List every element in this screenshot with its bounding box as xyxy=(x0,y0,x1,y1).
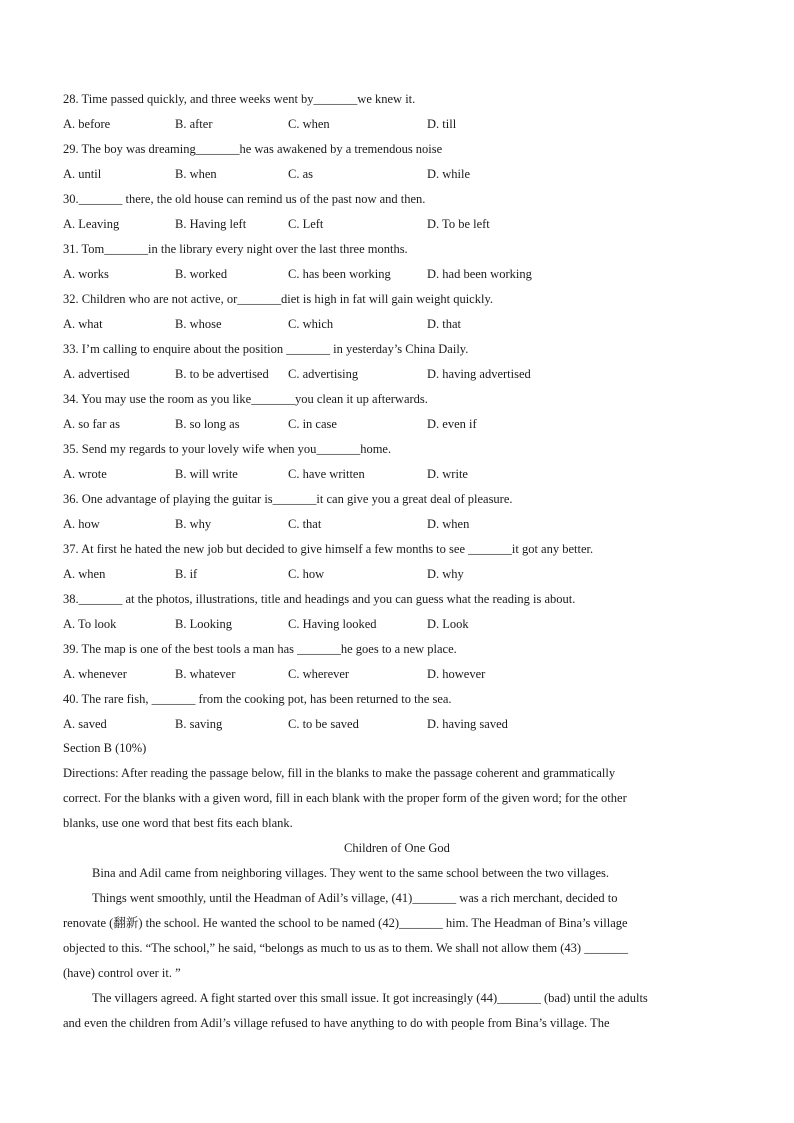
question-number: 38. xyxy=(63,592,79,606)
answer-options xyxy=(63,366,763,382)
question-stem xyxy=(63,541,593,557)
question-text-after: in yesterday’s China Daily. xyxy=(329,342,469,356)
answer-option-a[interactable]: A. what xyxy=(63,317,103,331)
answer-option-c[interactable]: C. which xyxy=(288,317,334,331)
question-number: 40. xyxy=(63,692,79,706)
question-text-before: I’m calling to enquire about the position xyxy=(81,342,287,356)
answer-option-d[interactable]: D. while xyxy=(427,167,471,181)
question-number: 31. xyxy=(63,242,79,256)
answer-option-b[interactable]: B. worked xyxy=(175,267,228,281)
answer-option-d[interactable]: D. Look xyxy=(427,617,469,631)
passage-line-5: (have) control over it. ” xyxy=(63,966,181,980)
answer-option-b[interactable]: B. Looking xyxy=(175,617,232,631)
answer-options xyxy=(63,166,763,182)
passage-title: Children of One God xyxy=(344,841,450,855)
answer-option-d[interactable]: D. why xyxy=(427,567,464,581)
question-text-before: At first he hated the new job but decided to give himself a few months to see xyxy=(81,542,469,556)
answer-options xyxy=(63,216,763,232)
question-text-after: at the photos, illustrations, title and headings and you can guess what the reading is about. xyxy=(122,592,576,606)
answer-options xyxy=(63,716,763,732)
answer-blank: _______ xyxy=(313,92,358,106)
answer-option-d[interactable]: D. till xyxy=(427,117,457,131)
answer-options xyxy=(63,616,763,632)
answer-option-c[interactable]: C. how xyxy=(288,567,325,581)
question-number: 39. xyxy=(63,642,79,656)
answer-option-d[interactable]: D. even if xyxy=(427,417,477,431)
passage-line-6: The villagers agreed. A fight started over this small issue. It got increasingly (44)_______ (bad) until the adults xyxy=(92,991,648,1005)
answer-option-b[interactable]: B. if xyxy=(175,567,198,581)
question-text-before: The boy was dreaming xyxy=(81,142,196,156)
answer-blank: _______ xyxy=(151,692,196,706)
answer-option-a[interactable]: A. saved xyxy=(63,717,107,731)
question-stem xyxy=(63,691,452,707)
question-stem xyxy=(63,641,457,657)
answer-blank: _______ xyxy=(316,442,361,456)
question-text-before: Time passed quickly, and three weeks went by xyxy=(81,92,314,106)
directions-line-2: correct. For the blanks with a given word, fill in each blank with the proper form of the given word; for the other xyxy=(63,791,627,805)
answer-option-c[interactable]: C. advertising xyxy=(288,367,359,381)
question-number: 32. xyxy=(63,292,79,306)
answer-option-b[interactable]: B. when xyxy=(175,167,217,181)
answer-option-d[interactable]: D. To be left xyxy=(427,217,490,231)
question-text-after: he goes to a new place. xyxy=(340,642,457,656)
answer-option-b[interactable]: B. saving xyxy=(175,717,223,731)
passage-line-3: renovate (翻新) the school. He wanted the school to be named (42)_______ him. The Headman of Bina’s village xyxy=(63,916,628,930)
question-text-before: Send my regards to your lovely wife when you xyxy=(81,442,317,456)
question-text-after: you clean it up afterwards. xyxy=(294,392,428,406)
answer-blank: _______ xyxy=(286,342,330,356)
question-text-before: Tom xyxy=(81,242,105,256)
answer-option-d[interactable]: D. having saved xyxy=(427,717,508,731)
answer-option-b[interactable]: B. after xyxy=(175,117,213,131)
question-text-after: diet is high in fat will gain weight quickly. xyxy=(281,292,494,306)
answer-options xyxy=(63,516,763,532)
answer-option-c[interactable]: C. Having looked xyxy=(288,617,377,631)
question-stem xyxy=(63,191,425,207)
answer-option-a[interactable]: A. works xyxy=(63,267,109,281)
answer-blank: _______ xyxy=(104,242,149,256)
answer-blank: _______ xyxy=(237,292,282,306)
answer-option-a[interactable]: A. whenever xyxy=(63,667,127,681)
passage-line-2: Things went smoothly, until the Headman of Adil’s village, (41)_______ was a rich merchant, decided to xyxy=(92,891,618,905)
passage-line-1: Bina and Adil came from neighboring villages. They went to the same school between the two villages. xyxy=(92,866,610,880)
answer-option-b[interactable]: B. whose xyxy=(175,317,222,331)
directions-line-3: blanks, use one word that best fits each blank. xyxy=(63,816,293,830)
question-number: 28. xyxy=(63,92,79,106)
answer-option-c[interactable]: C. has been working xyxy=(288,267,391,281)
question-text-after: home. xyxy=(360,442,392,456)
question-text-after: it got any better. xyxy=(511,542,594,556)
answer-option-c[interactable]: C. as xyxy=(288,167,313,181)
answer-option-a[interactable]: A. how xyxy=(63,517,100,531)
answer-options xyxy=(63,466,763,482)
question-text-before: One advantage of playing the guitar is xyxy=(81,492,273,506)
answer-option-d[interactable]: D. having advertised xyxy=(427,367,531,381)
answer-option-c[interactable]: C. have written xyxy=(288,467,365,481)
question-stem xyxy=(63,391,428,407)
answer-option-a[interactable]: A. advertised xyxy=(63,367,130,381)
answer-options xyxy=(63,666,763,682)
answer-option-a[interactable]: A. wrote xyxy=(63,467,107,481)
answer-option-b[interactable]: B. Having left xyxy=(175,217,247,231)
question-text-after: he was awakened by a tremendous noise xyxy=(239,142,443,156)
question-text-after: from the cooking pot, has been returned to the sea. xyxy=(195,692,452,706)
question-stem xyxy=(63,491,513,507)
answer-options xyxy=(63,266,763,282)
answer-blank: _______ xyxy=(468,542,512,556)
answer-option-d[interactable]: D. had been working xyxy=(427,267,532,281)
answer-options xyxy=(63,116,763,132)
answer-option-b[interactable]: B. whatever xyxy=(175,667,236,681)
question-number: 37. xyxy=(63,542,79,556)
question-stem xyxy=(63,291,493,307)
answer-option-a[interactable]: A. until xyxy=(63,167,102,181)
question-stem xyxy=(63,591,575,607)
answer-option-c[interactable]: C. that xyxy=(288,517,322,531)
question-stem xyxy=(63,91,415,107)
question-number: 36. xyxy=(63,492,79,506)
answer-option-c[interactable]: C. Left xyxy=(288,217,324,231)
answer-option-d[interactable]: D. when xyxy=(427,517,470,531)
answer-option-b[interactable]: B. why xyxy=(175,517,212,531)
passage-line-4: objected to this. “The school,” he said, “belongs as much to us as to them. We shall not allow them (43) _______ xyxy=(63,941,628,955)
answer-blank: _______ xyxy=(297,642,341,656)
section-heading: Section B (10%) xyxy=(63,741,147,755)
question-number: 30. xyxy=(63,192,79,206)
question-number: 34. xyxy=(63,392,79,406)
answer-option-d[interactable]: D. however xyxy=(427,667,486,681)
question-text-before: You may use the room as you like xyxy=(81,392,252,406)
question-stem xyxy=(63,241,408,257)
answer-option-a[interactable]: A. before xyxy=(63,117,111,131)
answer-blank: _______ xyxy=(78,592,123,606)
question-number: 29. xyxy=(63,142,79,156)
question-text-after: it can give you a great deal of pleasure. xyxy=(316,492,513,506)
question-text-after: in the library every night over the last three months. xyxy=(148,242,408,256)
answer-options xyxy=(63,566,763,582)
question-text-after: we knew it. xyxy=(357,92,416,106)
answer-options xyxy=(63,316,763,332)
answer-option-c[interactable]: C. when xyxy=(288,117,330,131)
answer-blank: _______ xyxy=(272,492,317,506)
question-text-before: Children who are not active, or xyxy=(81,292,238,306)
answer-option-d[interactable]: D. write xyxy=(427,467,468,481)
question-text-before: The map is one of the best tools a man has xyxy=(81,642,298,656)
directions-line-1: Directions: After reading the passage below, fill in the blanks to make the passage coherent and grammatically xyxy=(63,766,616,780)
answer-option-d[interactable]: D. that xyxy=(427,317,462,331)
answer-blank: _______ xyxy=(251,392,295,406)
answer-option-c[interactable]: C. wherever xyxy=(288,667,350,681)
answer-option-a[interactable]: A. To look xyxy=(63,617,117,631)
answer-blank: _______ xyxy=(78,192,123,206)
question-number: 35. xyxy=(63,442,79,456)
question-text-before: The rare fish, xyxy=(81,692,152,706)
answer-blank: _______ xyxy=(195,142,240,156)
answer-option-c[interactable]: C. to be saved xyxy=(288,717,359,731)
answer-option-b[interactable]: B. so long as xyxy=(175,417,240,431)
answer-option-b[interactable]: B. to be advertised xyxy=(175,367,269,381)
question-stem xyxy=(63,141,442,157)
question-stem xyxy=(63,441,391,457)
answer-option-a[interactable]: A. when xyxy=(63,567,106,581)
answer-option-a[interactable]: A. so far as xyxy=(63,417,120,431)
answer-option-b[interactable]: B. will write xyxy=(175,467,238,481)
passage-line-7: and even the children from Adil’s village refused to have anything to do with people from Bina’s village. The xyxy=(63,1016,610,1030)
answer-option-a[interactable]: A. Leaving xyxy=(63,217,120,231)
question-number: 33. xyxy=(63,342,79,356)
question-stem xyxy=(63,341,468,357)
answer-option-c[interactable]: C. in case xyxy=(288,417,337,431)
answer-options xyxy=(63,416,763,432)
question-text-after: there, the old house can remind us of the past now and then. xyxy=(122,192,426,206)
